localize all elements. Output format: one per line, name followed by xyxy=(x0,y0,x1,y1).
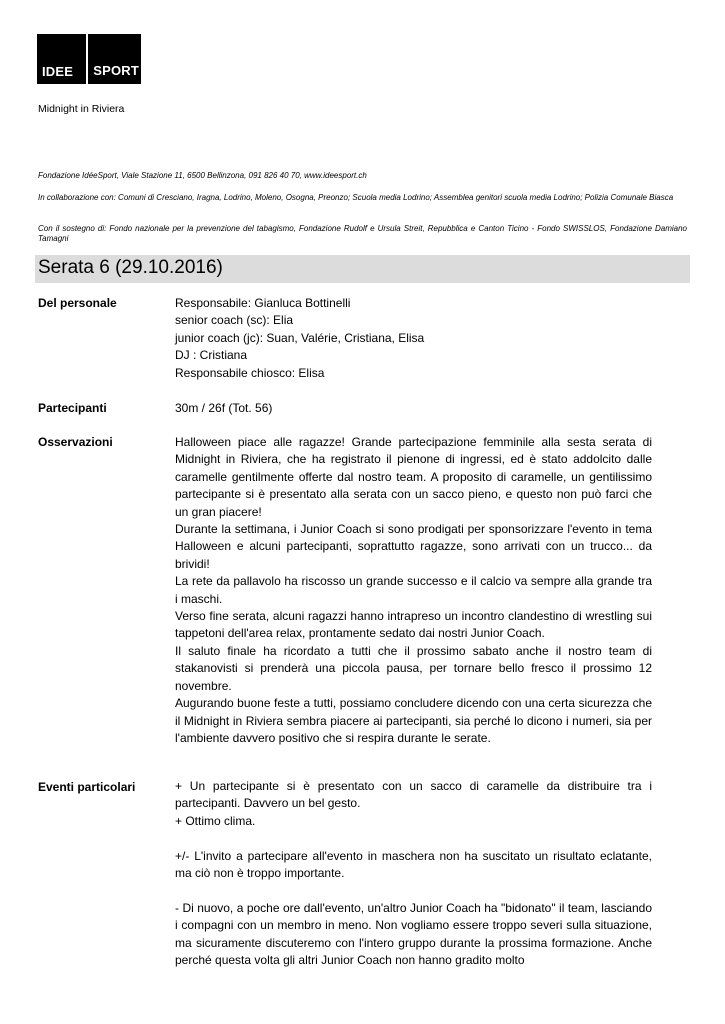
eventi-text xyxy=(175,778,652,969)
evento-neutral: +/- L'invito a partecipare all'evento in maschera non ha suscitato un risultato eclatante, ma ciò non è troppo importante. xyxy=(175,848,652,881)
staff-line: junior coach (jc): Suan, Valérie, Cristiana, Elisa xyxy=(175,330,425,345)
osservazioni-paragraph: Halloween piace alle ragazze! Grande partecipazione femminile alla sesta serata di Midnight in Riviera, che ha registrato il pienone di ingressi, ed è stato addolcito dalle caramelle gentilmente offerte dal nostro team. A proposito di caramelle, un gentilissimo partecipante si è presentato alla serata con un sacco pieno, e questo non può farci che un gran piacere! xyxy=(175,435,652,519)
serata-title: Serata 6 (29.10.2016) xyxy=(38,257,223,278)
staff-list xyxy=(175,295,652,382)
foundation-address: Fondazione IdéeSport, Viale Stazione 11, 6500 Bellinzona, 091 826 40 70, www.ideesport.ch xyxy=(38,171,367,180)
ideesport-logo xyxy=(37,34,141,84)
staff-line: Responsabile chiosco: Elisa xyxy=(175,365,325,380)
logo-sport: SPORT xyxy=(88,34,141,84)
osservazioni-paragraph: Augurando buone feste a tutti, possiamo concludere dicendo con una certa sicurezza che il Midnight in Riviera sembra piacere ai partecipanti, sia perché lo dicono i numeri, sia per l'ambiente davvero positivo che si respira durante le serate. xyxy=(175,696,652,745)
evento-positive: + Ottimo clima. xyxy=(175,813,256,828)
staff-line: Responsabile: Gianluca Bottinelli xyxy=(175,296,351,310)
osservazioni-paragraph: Durante la settimana, i Junior Coach si sono prodigati per sponsorizzare l'evento in tema Halloween e alcuni partecipanti, soprattutto ragazze, sono arrivati con un trucco... da brividi! xyxy=(175,522,652,571)
label-personale: Del personale xyxy=(38,296,117,310)
collaboration-note: In collaborazione con: Comuni di Cresciano, Iragna, Lodrino, Moleno, Osogna, Preonzo; Scuola media Lodrino; Assemblea genitori scuola media Lodrino; Polizia Comunale Biasca xyxy=(38,193,674,202)
osservazioni-paragraph: Verso fine serata, alcuni ragazzi hanno intrapreso un incontro clandestino di wrestling sui tappetoni dell'area relax, prontamente sedato dai nostri Junior Coach. xyxy=(175,609,652,641)
label-eventi: Eventi particolari xyxy=(38,780,136,794)
staff-line: DJ : Cristiana xyxy=(175,348,248,363)
partecipanti-value: 30m / 26f (Tot. 56) xyxy=(175,401,273,415)
label-osservazioni: Osservazioni xyxy=(38,435,113,449)
label-partecipanti: Partecipanti xyxy=(38,401,107,415)
evento-negative: - Di nuovo, a poche ore dall'evento, un'altro Junior Coach ha "bidonato" il team, lasciando i compagni con un membro in meno. Non vogliamo essere troppo severi sulla situazione, ma sicuramente discuteremo con l'intero gruppo durante la prossima formazione. Anche perché questa volta gli altri Junior Coach non hanno gradito molto xyxy=(175,900,652,968)
support-note: Con il sostegno di: Fondo nazionale per la prevenzione del tabagismo, Fondazione Rudolf e Ursula Streit, Repubblica e Canton Ticino - Fondo SWISSLOS, Fondazione Damiano Tamagni xyxy=(38,224,687,243)
staff-line: senior coach (sc): Elia xyxy=(175,313,294,328)
osservazioni-paragraph: Il saluto finale ha ricordato a tutti che il prossimo sabato anche il nostro team di stakanovisti si prenderà una piccola pausa, per tornare bello fresco il prossimo 12 novembre. xyxy=(175,643,652,693)
osservazioni-text xyxy=(175,434,652,747)
logo-idee: IDEE xyxy=(37,34,86,84)
osservazioni-paragraph: La rete da pallavolo ha riscosso un grande successo e il calcio va sempre alla grande tra i maschi. xyxy=(175,574,652,606)
evento-positive: + Un partecipante si è presentato con un sacco di caramelle da distribuire tra i partecipanti. Davvero un bel gesto. xyxy=(175,779,652,811)
project-name: Midnight in Riviera xyxy=(38,103,125,115)
